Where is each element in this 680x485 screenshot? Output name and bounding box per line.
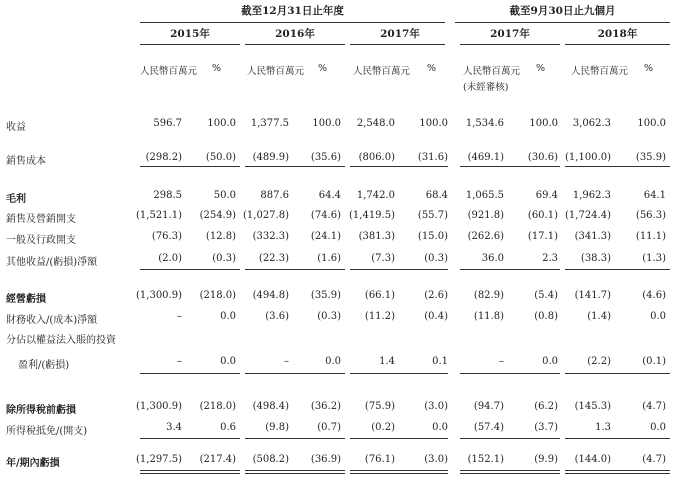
percent-cell: 68.4 xyxy=(425,190,448,201)
rule xyxy=(565,269,670,270)
year-underline-2018-9m xyxy=(565,44,670,45)
amount-cell: (76.3) xyxy=(151,231,182,242)
rule xyxy=(460,269,560,270)
percent-cell: 0.0 xyxy=(650,311,666,322)
amount-cell: (806.0) xyxy=(358,152,395,163)
year-header-2016: 2016年 xyxy=(275,28,315,40)
rule xyxy=(565,373,670,374)
amount-cell: (1,300.9) xyxy=(136,290,182,301)
rule xyxy=(350,373,448,374)
amount-cell: (145.3) xyxy=(574,401,611,412)
percent-cell: 0.0 xyxy=(542,356,558,367)
row-label: 除所得稅前虧損 xyxy=(6,405,76,416)
double-rule xyxy=(245,470,345,471)
percent-cell: 100.0 xyxy=(207,118,236,129)
amount-cell: – xyxy=(177,356,182,367)
amount-cell: (144.0) xyxy=(574,454,611,465)
percent-cell: (0.7) xyxy=(317,422,341,433)
row-label: 銷售成本 xyxy=(6,156,46,167)
percent-cell: 100.0 xyxy=(529,118,558,129)
amount-cell: 298.5 xyxy=(153,190,182,201)
row-label: 所得稅抵免/(開支) xyxy=(6,426,88,437)
unit-amount-2015: 人民幣百萬元 xyxy=(140,66,198,77)
unit-pct-2015: % xyxy=(212,63,222,74)
percent-cell: (217.4) xyxy=(199,454,236,465)
year-underline-2017-9m xyxy=(460,44,560,45)
percent-cell: (60.1) xyxy=(527,210,558,221)
rule xyxy=(565,438,670,439)
percent-cell: (3.0) xyxy=(424,454,448,465)
double-rule xyxy=(140,470,240,471)
rule xyxy=(140,166,240,167)
amount-cell: (152.1) xyxy=(467,454,504,465)
row-label: 分佔以權益法入賬的投資 xyxy=(6,335,116,346)
period-underline-fy xyxy=(140,22,445,23)
rule xyxy=(460,166,560,167)
percent-cell: 100.0 xyxy=(312,118,341,129)
row-label: 其他收益/(虧損)淨額 xyxy=(6,257,98,268)
amount-cell: (1,419.5) xyxy=(349,210,395,221)
rule xyxy=(140,373,240,374)
amount-cell: (508.2) xyxy=(252,454,289,465)
amount-cell: (82.9) xyxy=(473,290,504,301)
year-underline-2015 xyxy=(140,44,240,45)
double-rule xyxy=(460,473,560,474)
unit-pct-2017-9m: % xyxy=(536,63,546,74)
amount-cell: (469.1) xyxy=(467,152,504,163)
percent-cell: (35.9) xyxy=(310,290,341,301)
amount-cell: (66.1) xyxy=(364,290,395,301)
percent-cell: (3.0) xyxy=(424,401,448,412)
percent-cell: 0.0 xyxy=(220,356,236,367)
amount-cell: 2,548.0 xyxy=(356,118,395,129)
amount-cell: 887.6 xyxy=(260,190,289,201)
year-underline-2016 xyxy=(245,44,345,45)
percent-cell: 50.0 xyxy=(213,190,236,201)
percent-cell: (36.2) xyxy=(310,401,341,412)
amount-cell: (921.8) xyxy=(467,210,504,221)
year-underline-2017 xyxy=(350,44,445,45)
row-label: 一般及行政開支 xyxy=(6,235,76,246)
year-header-2017: 2017年 xyxy=(380,28,420,40)
percent-cell: (254.9) xyxy=(199,210,236,221)
rule xyxy=(350,166,448,167)
amount-cell: (1,027.8) xyxy=(243,210,289,221)
rule xyxy=(460,373,560,374)
percent-cell: (4.6) xyxy=(642,290,666,301)
year-header-2017-9m: 2017年 xyxy=(490,28,530,40)
percent-cell: (5.4) xyxy=(534,290,558,301)
amount-cell: (9.8) xyxy=(265,422,289,433)
percent-cell: (218.0) xyxy=(199,290,236,301)
amount-cell: – xyxy=(177,311,182,322)
amount-cell: (57.4) xyxy=(473,422,504,433)
rule xyxy=(245,166,345,167)
period-header-fy: 截至12月31日止年度 xyxy=(241,5,344,17)
percent-cell: (6.2) xyxy=(534,401,558,412)
amount-cell: (498.4) xyxy=(252,401,289,412)
percent-cell: 100.0 xyxy=(419,118,448,129)
amount-cell: (341.3) xyxy=(574,231,611,242)
amount-cell: – xyxy=(499,356,504,367)
double-rule xyxy=(140,473,240,474)
amount-cell: (76.1) xyxy=(364,454,395,465)
percent-cell: 2.3 xyxy=(542,253,558,264)
amount-cell: (0.2) xyxy=(371,422,395,433)
rule xyxy=(350,269,448,270)
row-label-continued: 盈利/(虧損) xyxy=(18,360,70,371)
amount-cell: (1,724.4) xyxy=(565,210,611,221)
amount-cell: (22.3) xyxy=(258,253,289,264)
year-header-2015: 2015年 xyxy=(170,28,210,40)
unit-amount-2016: 人民幣百萬元 xyxy=(247,66,305,77)
amount-cell: 1,065.5 xyxy=(465,190,504,201)
unit-pct-2017: % xyxy=(427,63,437,74)
percent-cell: (0.3) xyxy=(317,311,341,322)
unit-amount-2017-9m: 人民幣百萬元 xyxy=(463,66,521,77)
percent-cell: (56.3) xyxy=(635,210,666,221)
percent-cell: (74.6) xyxy=(310,210,341,221)
amount-cell: (489.9) xyxy=(252,152,289,163)
amount-cell: 3,062.3 xyxy=(572,118,611,129)
percent-cell: (4.7) xyxy=(642,401,666,412)
row-label: 財務收入/(成本)淨額 xyxy=(6,315,98,326)
percent-cell: (0.8) xyxy=(534,311,558,322)
amount-cell: 36.0 xyxy=(481,253,504,264)
amount-cell: 596.7 xyxy=(153,118,182,129)
amount-cell: (141.7) xyxy=(574,290,611,301)
unit-amount-2018-9m: 人民幣百萬元 xyxy=(571,66,629,77)
amount-cell: (1,300.9) xyxy=(136,401,182,412)
row-label: 收益 xyxy=(6,122,26,133)
unit-pct-2018-9m: % xyxy=(644,63,654,74)
row-label: 銷售及營銷開支 xyxy=(6,214,76,225)
percent-cell: (30.6) xyxy=(527,152,558,163)
rule xyxy=(350,438,448,439)
rule xyxy=(245,373,345,374)
double-rule xyxy=(565,470,670,471)
row-label: 毛利 xyxy=(6,194,26,205)
percent-cell: 0.0 xyxy=(650,422,666,433)
percent-cell: (55.7) xyxy=(417,210,448,221)
rule xyxy=(245,438,345,439)
percent-cell: 0.0 xyxy=(325,356,341,367)
percent-cell: (218.0) xyxy=(199,401,236,412)
percent-cell: (11.1) xyxy=(635,231,666,242)
period-header-9m: 截至9月30日止九個月 xyxy=(509,5,616,17)
double-rule xyxy=(350,470,448,471)
percent-cell: (31.6) xyxy=(417,152,448,163)
amount-cell: 1,377.5 xyxy=(250,118,289,129)
rule xyxy=(140,438,240,439)
amount-cell: (1,297.5) xyxy=(136,454,182,465)
percent-cell: (1.6) xyxy=(317,253,341,264)
percent-cell: 100.0 xyxy=(637,118,666,129)
amount-cell: (1.4) xyxy=(587,311,611,322)
amount-cell: (494.8) xyxy=(252,290,289,301)
percent-cell: 69.4 xyxy=(535,190,558,201)
amount-cell: 1.4 xyxy=(379,356,395,367)
percent-cell: (36.9) xyxy=(310,454,341,465)
amount-cell: – xyxy=(284,356,289,367)
percent-cell: (35.9) xyxy=(635,152,666,163)
rule xyxy=(565,166,670,167)
amount-cell: (298.2) xyxy=(145,152,182,163)
year-header-2018-9m: 2018年 xyxy=(597,28,638,40)
double-rule xyxy=(460,470,560,471)
percent-cell: 64.1 xyxy=(643,190,666,201)
percent-cell: (15.0) xyxy=(417,231,448,242)
amount-cell: 1,742.0 xyxy=(356,190,395,201)
amount-cell: (11.2) xyxy=(364,311,395,322)
rule xyxy=(460,438,560,439)
percent-cell: (4.7) xyxy=(642,454,666,465)
row-label: 經營虧損 xyxy=(6,294,46,305)
rule xyxy=(140,269,240,270)
percent-cell: (12.8) xyxy=(205,231,236,242)
amount-cell: 3.4 xyxy=(166,422,182,433)
double-rule xyxy=(350,473,448,474)
amount-cell: (1,100.0) xyxy=(565,152,611,163)
double-rule xyxy=(245,473,345,474)
percent-cell: 0.6 xyxy=(220,422,236,433)
percent-cell: (0.3) xyxy=(212,253,236,264)
percent-cell: (0.4) xyxy=(424,311,448,322)
amount-cell: (332.3) xyxy=(252,231,289,242)
percent-cell: 64.4 xyxy=(318,190,341,201)
amount-cell: 1,534.6 xyxy=(465,118,504,129)
percent-cell: (1.3) xyxy=(642,253,666,264)
unaudited-note: (未經審核) xyxy=(463,82,509,93)
amount-cell: (1,521.1) xyxy=(136,210,182,221)
period-underline-9m xyxy=(455,22,670,23)
amount-cell: 1,962.3 xyxy=(572,190,611,201)
row-label: 年/期內虧損 xyxy=(6,458,60,469)
amount-cell: (3.6) xyxy=(265,311,289,322)
percent-cell: 0.1 xyxy=(432,356,448,367)
double-rule xyxy=(565,473,670,474)
unit-pct-2016: % xyxy=(318,63,328,74)
amount-cell: (94.7) xyxy=(473,401,504,412)
percent-cell: (9.9) xyxy=(534,454,558,465)
rule xyxy=(245,269,345,270)
percent-cell: (17.1) xyxy=(527,231,558,242)
amount-cell: (2.2) xyxy=(587,356,611,367)
percent-cell: (3.7) xyxy=(534,422,558,433)
percent-cell: (50.0) xyxy=(205,152,236,163)
amount-cell: (38.3) xyxy=(580,253,611,264)
amount-cell: (2.0) xyxy=(158,253,182,264)
amount-cell: (7.3) xyxy=(371,253,395,264)
percent-cell: (35.6) xyxy=(310,152,341,163)
percent-cell: (0.3) xyxy=(424,253,448,264)
percent-cell: 0.0 xyxy=(220,311,236,322)
percent-cell: (24.1) xyxy=(310,231,341,242)
unit-amount-2017: 人民幣百萬元 xyxy=(353,66,411,77)
percent-cell: (2.6) xyxy=(424,290,448,301)
amount-cell: 1.3 xyxy=(595,422,611,433)
amount-cell: (75.9) xyxy=(364,401,395,412)
percent-cell: 0.0 xyxy=(432,422,448,433)
percent-cell: (0.1) xyxy=(642,356,666,367)
amount-cell: (381.3) xyxy=(358,231,395,242)
amount-cell: (262.6) xyxy=(467,231,504,242)
amount-cell: (11.8) xyxy=(473,311,504,322)
